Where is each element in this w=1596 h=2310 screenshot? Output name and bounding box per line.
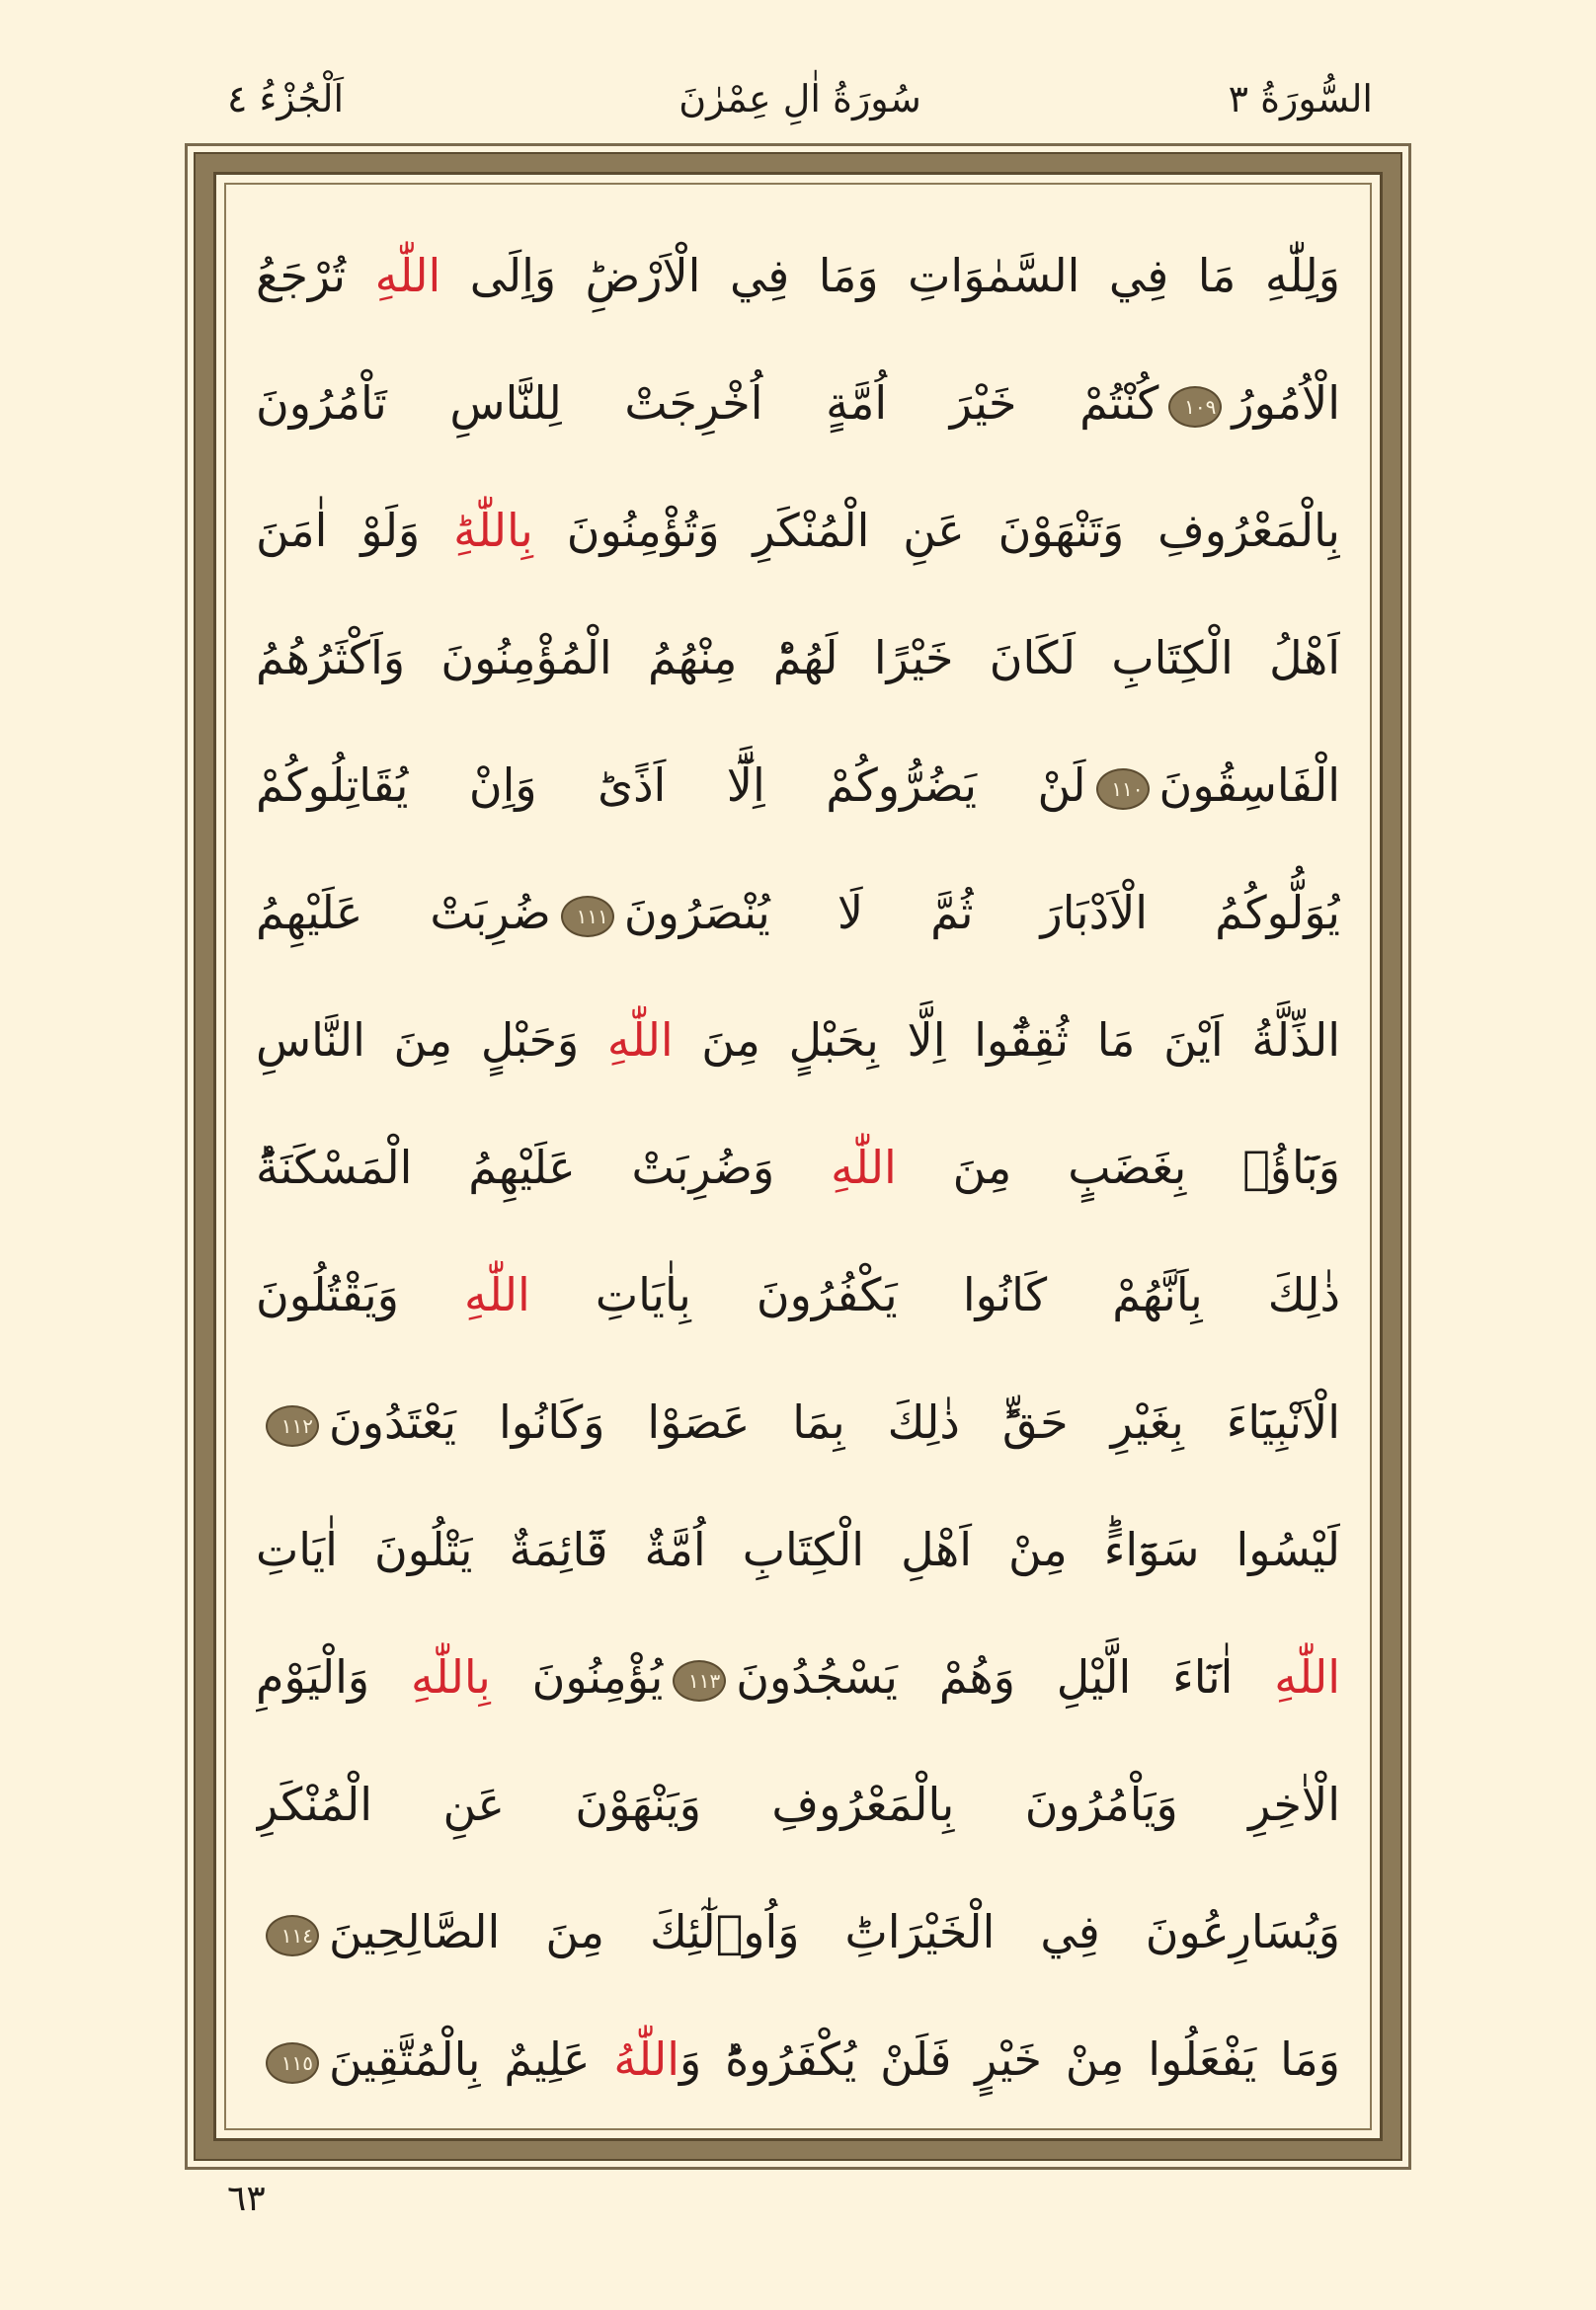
divine-name-text: بِاللّٰهِؕ: [453, 504, 533, 557]
divine-name-text: اللّٰهِ: [1274, 1650, 1340, 1704]
verse-line: [256, 340, 1340, 467]
divine-name-text: بِاللّٰهِ: [411, 1650, 491, 1704]
ayah-number-marker: ١١١: [561, 896, 614, 937]
verse-line: [256, 1359, 1340, 1486]
surah-number: السُّورَةُ ٣: [1228, 77, 1373, 120]
page-header: [227, 69, 1373, 128]
verse-text: وَلِلّٰهِ: [1264, 249, 1340, 302]
verse-text: يُوَلُّوكُمُ الْاَدْبَارَ ثُمَّ لَا يُنْصَرُونَ: [623, 886, 1340, 939]
verse-text: كُنْتُمْ خَيْرَ اُمَّةٍ اُخْرِجَتْ لِلنَّاسِ تَاْمُرُونَ: [256, 376, 1159, 430]
verse-line: [256, 1614, 1340, 1741]
verse-text: ذٰلِكَ بِاَنَّهُمْ كَانُوا يَكْفُرُونَ بِاٰيَاتِ: [529, 1268, 1340, 1321]
verse-text: عَلِيمٌ بِالْمُتَّقِينَ: [329, 2032, 614, 2086]
verse-text-area: [256, 212, 1340, 2101]
verse-line: [256, 1741, 1340, 1869]
verse-line: [256, 1104, 1340, 1232]
verse-line: [256, 1996, 1340, 2123]
verse-line: [256, 977, 1340, 1104]
verse-text: اٰنَٓاءَ الَّيْلِ وَهُمْ يَسْجُدُونَ: [736, 1650, 1275, 1704]
ayah-number-marker: ١١٤: [266, 1915, 319, 1956]
ayah-number-marker: ١١٢: [266, 1405, 319, 1447]
page-number: ٦٣: [227, 2179, 266, 2219]
verse-text: وَلَوْ اٰمَنَ: [256, 504, 454, 557]
verse-text: تُرْجَعُ: [256, 249, 375, 302]
divine-name-text: اللّٰهِ: [374, 249, 441, 302]
divine-name-text: اللّٰهُ: [613, 2032, 680, 2086]
divine-name-text: اللّٰهِ: [606, 1013, 674, 1067]
verse-text: بِالْمَعْرُوفِ وَتَنْهَوْنَ عَنِ الْمُنْكَرِ وَتُؤْمِنُونَ: [532, 504, 1340, 557]
text-panel: [213, 172, 1383, 2141]
verse-text: وَيُسَارِعُونَ فِي الْخَيْرَاتِؕ وَاُو۬لٰٓئِكَ مِنَ الصَّالِحِينَ: [329, 1905, 1340, 1958]
page-frame: [185, 143, 1411, 2170]
divine-name-text: اللّٰهِ: [464, 1268, 530, 1321]
juz-number: اَلْجُزْءُ ٤: [227, 77, 345, 120]
verse-text: وَالْيَوْمِ: [256, 1650, 412, 1704]
ayah-number-marker: ١٠٩: [1168, 386, 1222, 428]
verse-text: الْفَاسِقُونَ: [1158, 758, 1340, 812]
verse-text: وَضُرِبَتْ عَلَيْهِمُ الْمَسْكَنَةُؕ: [256, 1141, 832, 1194]
verse-text: الْاٰخِرِ وَيَاْمُرُونَ بِالْمَعْرُوفِ وَيَنْهَوْنَ عَنِ الْمُنْكَرِ: [256, 1778, 1340, 1831]
divine-name-text: اللّٰهِ: [831, 1141, 897, 1194]
verse-line: [256, 212, 1340, 340]
verse-text: الْاَنْبِيَٓاءَ بِغَيْرِ حَقٍّؕ ذٰلِكَ بِمَا عَصَوْا وَكَانُوا يَعْتَدُونَ: [329, 1395, 1340, 1449]
verse-line: [256, 849, 1340, 977]
verse-line: [256, 1869, 1340, 1996]
verse-text: الْاُمُورُ: [1232, 376, 1340, 430]
verse-text: وَمَا يَفْعَلُوا مِنْ خَيْرٍ فَلَنْ يُكْفَرُوهُؕ وَ: [679, 2032, 1340, 2086]
ayah-number-marker: ١١٠: [1096, 768, 1150, 810]
verse-line: [256, 1486, 1340, 1614]
verse-line: [256, 595, 1340, 722]
verse-text: لَنْ يَضُرُّوكُمْ اِلَّٓا اَذًىؕ وَاِنْ يُقَاتِلُوكُمْ: [256, 758, 1086, 812]
verse-text: وَحَبْلٍ مِنَ النَّاسِ: [256, 1013, 607, 1067]
ayah-number-marker: ١١٣: [673, 1660, 726, 1702]
verse-text: لَيْسُوا سَوَٓاءًؕ مِنْ اَهْلِ الْكِتَابِ اُمَّةٌ قَٓائِمَةٌ يَتْلُونَ اٰيَاتِ: [256, 1523, 1340, 1576]
verse-text: وَبَٓاؤُ۫ بِغَضَبٍ مِنَ: [896, 1141, 1340, 1194]
verse-line: [256, 467, 1340, 595]
verse-text: الذِّلَّةُ اَيْنَ مَا ثُقِفُٓوا اِلَّا بِحَبْلٍ مِنَ: [673, 1013, 1340, 1067]
verse-text: اَهْلُ الْكِتَابِ لَكَانَ خَيْرًا لَهُمْؕ مِنْهُمُ الْمُؤْمِنُونَ وَاَكْثَرُهُمُ: [256, 631, 1340, 684]
verse-text: مَا فِي السَّمٰوَاتِ وَمَا فِي الْاَرْضِؕ وَاِلَى: [440, 249, 1265, 302]
verse-text: ضُرِبَتْ عَلَيْهِمُ: [256, 886, 551, 939]
verse-line: [256, 1232, 1340, 1359]
surah-title: سُورَةُ اٰلِ عِمْرٰنَ: [678, 77, 921, 120]
verse-text: وَيَقْتُلُونَ: [256, 1268, 465, 1321]
verse-line: [256, 722, 1340, 849]
frame-border: [194, 152, 1402, 2161]
verse-text: يُؤْمِنُونَ: [490, 1650, 664, 1704]
ayah-number-marker: ١١٥: [266, 2042, 319, 2084]
